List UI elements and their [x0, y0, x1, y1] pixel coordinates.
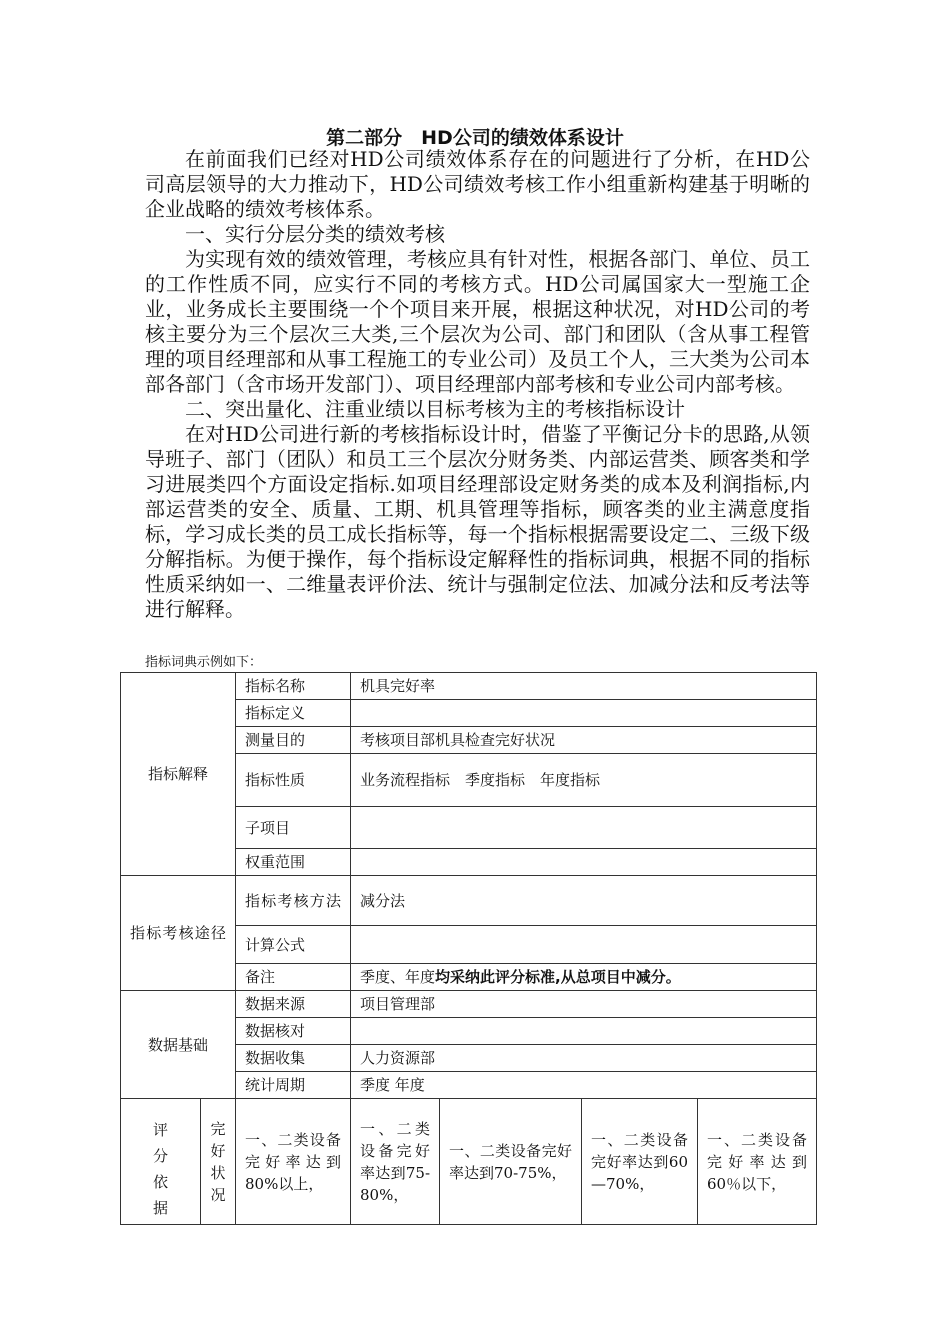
table-row [121, 876, 817, 926]
field-key: 数据核对 [236, 1018, 351, 1045]
field-key: 统计周期 [236, 1072, 351, 1099]
grade-level-5: 一、二类设备完好率达到60％以下， [698, 1099, 817, 1225]
field-key: 指标名称 [236, 673, 351, 700]
section-label-scoring-basis: 评 分 依 据 [121, 1099, 201, 1225]
field-key: 数据来源 [236, 991, 351, 1018]
table-row [121, 991, 817, 1018]
field-value: 季度 年度 [351, 1072, 817, 1099]
field-key: 计算公式 [236, 926, 351, 964]
field-value: 业务流程指标 季度指标 年度指标 [351, 754, 817, 807]
field-value: 考核项目部机具检查完好状况 [351, 727, 817, 754]
field-key: 数据收集 [236, 1045, 351, 1072]
field-value: 机具完好率 [351, 673, 817, 700]
table-caption: 指标词典示例如下： [145, 655, 263, 670]
field-value [351, 807, 817, 849]
field-key: 备注 [236, 964, 351, 991]
section-heading-1: 一、实行分层分类的绩效考核 [185, 222, 445, 246]
page-title: 第二部分 HD公司的绩效体系设计 [326, 127, 624, 149]
field-value [351, 964, 817, 991]
section-label-assessment-method: 指标考核途径 [121, 876, 236, 991]
intro-paragraph: 在前面我们已经对HD公司绩效体系存在的问题进行了分析，在HD公司高层领导的大力推动下，HD公司绩效考核工作小组重新构建基于明晰的企业战略的绩效考核体系。 [145, 147, 810, 221]
sub-label-condition: 完 好 状 况 [201, 1099, 236, 1225]
paragraph-indicator-design: 在对HD公司进行新的考核指标设计时，借鉴了平衡记分卡的思路,从领导班子、部门（团队）和员工三个层次分财务类、内部运营类、顾客类和学习进展类四个方面设定指标.如项目经理部设定财务类的成本及利润指标,内部运营类的安全、质量、工期、机具管理等指标，顾客类的业主满意度指标，学习成长类的员工成长指标等，每一个指标根据需要设定二、三级下级分解指标。为便于操作，每个指标设定解释性的指标词典，根据不同的指标性质采纳如一、二维量表评价法、统计与强制定位法、加减分法和反考法等进行解释。 [145, 422, 810, 621]
field-value [351, 1018, 817, 1045]
table-row [121, 1099, 817, 1225]
field-key: 指标定义 [236, 700, 351, 727]
remark-bold-text: 均采纳此评分标准,从总项目中减分。 [435, 968, 681, 986]
field-value: 项目管理部 [351, 991, 817, 1018]
field-key: 子项目 [236, 807, 351, 849]
grade-level-3: 一、二类设备完好率达到70-75%， [440, 1099, 582, 1225]
grade-level-2: 一、二类设备完好率达到75-80%， [351, 1099, 440, 1225]
grade-level-1: 一、二类设备完好率达到80%以上， [236, 1099, 351, 1225]
field-key: 测量目的 [236, 727, 351, 754]
field-value [351, 700, 817, 727]
section-heading-2: 二、突出量化、注重业绩以目标考核为主的考核指标设计 [185, 397, 685, 421]
body-text [145, 147, 810, 622]
field-value: 减分法 [351, 876, 817, 926]
field-value [351, 849, 817, 876]
paragraph-layered-assessment: 为实现有效的绩效管理，考核应具有针对性，根据各部门、单位、员工的工作性质不同，应实行不同的考核方式。HD公司属国家大一型施工企业，业务成长主要围绕一个个项目来开展，根据这种状况，对HD公司的考核主要分为三个层次三大类,三个层次为公司、部门和团队（含从事工程管理的项目经理部和从事工程施工的专业公司）及员工个人，三大类为公司本部各部门（含市场开发部门）、项目经理部内部考核和专业公司内部考核。 [145, 247, 810, 396]
remark-text: 季度、年度 [360, 968, 436, 986]
section-label-explanation: 指标解释 [121, 673, 236, 876]
table-row [121, 673, 817, 700]
indicator-dictionary-table [120, 672, 817, 1225]
field-key: 指标考核方法 [236, 876, 351, 926]
section-label-data-basis: 数据基础 [121, 991, 236, 1099]
field-value: 人力资源部 [351, 1045, 817, 1072]
field-key: 指标性质 [236, 754, 351, 807]
field-value [351, 926, 817, 964]
grade-level-4: 一、二类设备完好率达到60—70%， [582, 1099, 698, 1225]
field-key: 权重范围 [236, 849, 351, 876]
